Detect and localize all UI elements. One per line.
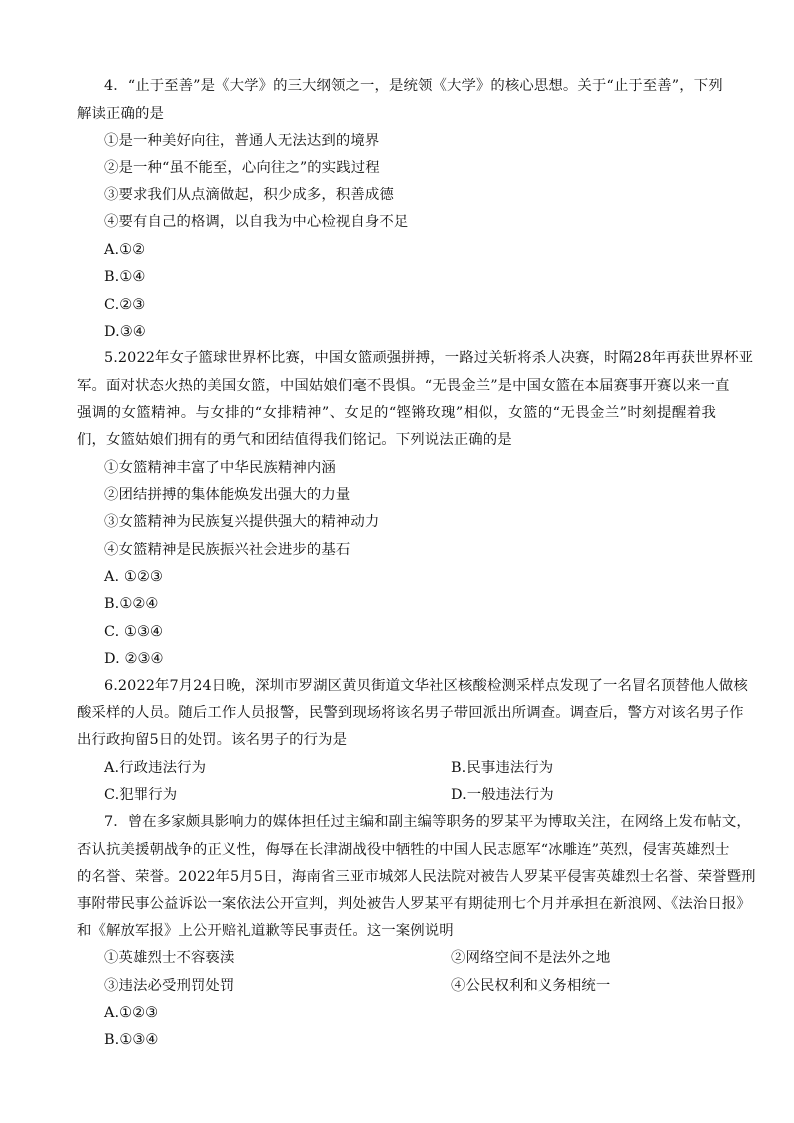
q5-statement-3: ③女篮精神为民族复兴提供强大的精神动力 — [104, 514, 380, 530]
q6-choice-a: A.行政违法行为 — [104, 760, 207, 776]
q7-choice-a: A.①②③ — [104, 1005, 159, 1021]
q4-choice-b: B.①④ — [104, 269, 146, 285]
q4-choice-d: D.③④ — [104, 324, 146, 340]
q5-statement-2: ②团结拼搏的集体能焕发出强大的力量 — [104, 487, 351, 503]
q4-statement-3: ③要求我们从点滴做起，积少成多，积善成德 — [104, 187, 394, 203]
q6-choice-c: C.犯罪行为 — [104, 787, 178, 803]
q5-choice-a: A. ①②③ — [104, 569, 163, 585]
q5-stem-line-3: 强调的女篮精神。与女排的“女排精神”、女足的“铿锵玫瑰”相似，女篮的“无畏金兰”时刻提醒着我 — [77, 405, 716, 421]
q4-statement-4: ④要有自己的格调，以自我为中心检视自身不足 — [104, 214, 409, 230]
q4-choice-c: C.②③ — [104, 297, 146, 313]
q7-stem-line-1: 7．曾在多家颇具影响力的媒体担任过主编和副主编等职务的罗某平为博取关注，在网络上发布帖文， — [104, 814, 751, 830]
q5-stem-line-1: 5.2022年女子篮球世界杯比赛，中国女篮顽强拼搏，一路过关斩将杀人决赛，时隔28年再获世界杯亚 — [104, 350, 754, 366]
q5-statement-1: ①女篮精神丰富了中华民族精神内涵 — [104, 460, 336, 476]
q4-stem-line-1: 4．“止于至善”是《大学》的三大纲领之一，是统领《大学》的核心思想。关于“止于至善”，下列 — [104, 78, 723, 94]
q4-stem-line-2: 解读正确的是 — [77, 106, 164, 122]
q7-stem-line-4: 事附带民事公益诉讼一案依法公开宣判，判处被告人罗某平有期徒刑七个月并承担在新浪网、《法治日报》 — [77, 896, 751, 912]
q7-statement-2: ②网络空间不是法外之地 — [451, 950, 611, 966]
q7-statement-4: ④公民权利和义务相统一 — [451, 978, 611, 994]
q6-choice-b: B.民事违法行为 — [451, 760, 554, 776]
q7-stem-line-3: 的名誉、荣誉。2022年5月5日，海南省三亚市城郊人民法院对被告人罗某平侵害英雄烈士名誉、荣誉暨刑 — [77, 869, 756, 885]
q4-statement-2: ②是一种“虽不能至，心向往之”的实践过程 — [104, 160, 380, 176]
q6-stem-line-1: 6.2022年7月24日晚，深圳市罗湖区黄贝街道文华社区核酸检测采样点发现了一名冒名顶替他人做核 — [104, 678, 748, 694]
q5-statement-4: ④女篮精神是民族振兴社会进步的基石 — [104, 542, 351, 558]
q5-stem-line-2: 军。面对状态火热的美国女篮，中国姑娘们毫不畏惧。“无畏金兰”是中国女篮在本届赛事开赛以来一直 — [77, 378, 730, 394]
q7-statement-1: ①英雄烈士不容亵渎 — [104, 950, 235, 966]
q4-statement-1: ①是一种美好向往，普通人无法达到的境界 — [104, 133, 380, 149]
q7-choice-b: B.①③④ — [104, 1032, 159, 1048]
q7-statement-3: ③违法必受刑罚处罚 — [104, 978, 235, 994]
q6-stem-line-2: 酸采样的人员。随后工作人员报警，民警到现场将该名男子带回派出所调查。调查后，警方对该名男子作 — [77, 705, 744, 721]
q5-choice-b: B.①②④ — [104, 596, 159, 612]
q6-stem-line-3: 出行政拘留5日的处罚。该名男子的行为是 — [77, 732, 348, 748]
q7-stem-line-5: 和《解放军报》上公开赔礼道歉等民事责任。这一案例说明 — [77, 923, 454, 939]
q5-choice-c: C. ①③④ — [104, 624, 163, 640]
q6-choice-d: D.一般违法行为 — [451, 787, 554, 803]
q5-stem-line-4: 们，女篮姑娘们拥有的勇气和团结值得我们铭记。下列说法正确的是 — [77, 432, 512, 448]
q5-choice-d: D. ②③④ — [104, 651, 164, 667]
q7-stem-line-2: 否认抗美援朝战争的正义性，侮辱在长津湖战役中牺牲的中国人民志愿军“冰雕连”英烈，侵害英雄烈士 — [77, 842, 730, 858]
q4-choice-a: A.①② — [104, 242, 146, 258]
